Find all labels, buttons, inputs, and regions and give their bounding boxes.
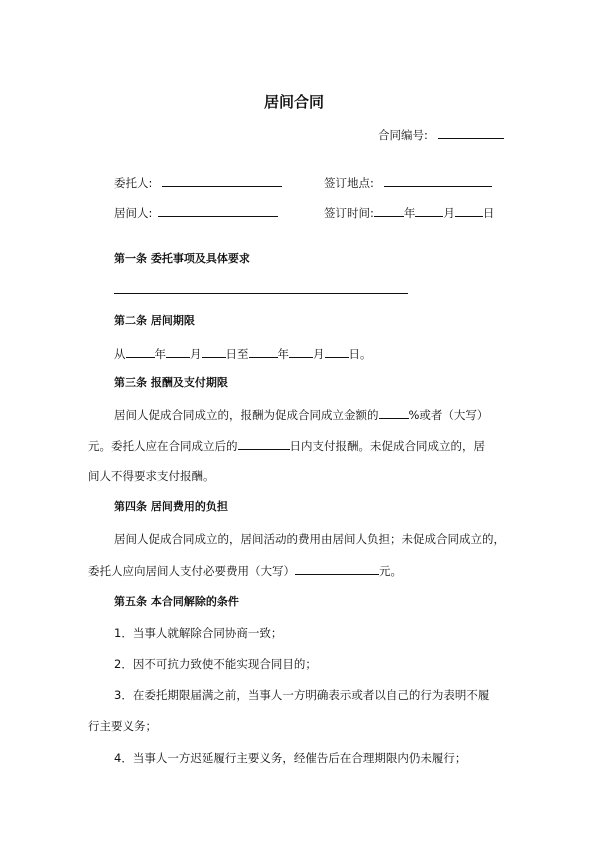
article-3-line-2 [88, 437, 485, 454]
year-label: 年 [403, 206, 416, 220]
sign-year-field[interactable] [374, 204, 404, 217]
start-month-field[interactable] [166, 345, 190, 358]
article-3-text-b: %或者（大写） [408, 408, 489, 422]
article-4-text-a: 委托人应向居间人支付必要费用（大写） [88, 564, 295, 578]
broker-field[interactable] [158, 204, 278, 217]
article-4-line-1: 居间人促成合同成立的，居间活动的费用由居间人负担；未促成合同成立的， [114, 532, 505, 546]
article-1-heading: 第一条 委托事项及具体要求 [114, 252, 250, 265]
month-label: 月 [443, 206, 455, 220]
sign-month-field[interactable] [415, 204, 443, 217]
sign-time-row [324, 204, 494, 221]
client-row [114, 174, 282, 191]
contract-number [378, 126, 504, 143]
article-1-field[interactable] [114, 293, 408, 294]
payment-days-field[interactable] [238, 437, 290, 450]
article-3-line-1 [114, 406, 505, 423]
sign-place-label: 签订地点: [324, 176, 374, 190]
sign-place-row [324, 174, 492, 191]
sign-place-field[interactable] [384, 174, 492, 187]
article-4-text-b: 元。 [379, 564, 402, 578]
article-3-line-3: 间人不得要求支付报酬。 [88, 469, 215, 483]
end-label: 日。 [348, 347, 372, 361]
broker-label: 居间人: [114, 206, 153, 220]
article-2-heading: 第二条 居间期限 [114, 314, 195, 327]
article-5-item-3: 3．在委托期限届满之前，当事人一方明确表示或者以自己的行为表明不履 [114, 688, 490, 702]
month-label: 月 [190, 347, 202, 361]
article-3-text-a: 居间人促成合同成立的，报酬为促成合同成立金额的 [114, 408, 379, 422]
article-5-item-1: 1．当事人就解除合同协商一致； [114, 626, 283, 640]
contract-number-field[interactable] [438, 126, 504, 139]
article-2-term-line [114, 345, 372, 362]
contract-number-label: 合同编号: [378, 128, 428, 142]
document-title: 居间合同 [264, 93, 325, 111]
end-year-field[interactable] [249, 345, 278, 358]
day-label: 日 [482, 206, 495, 220]
broker-row [114, 204, 278, 221]
client-field[interactable] [162, 174, 282, 187]
end-day-field[interactable] [325, 345, 349, 358]
sign-time-label: 签订时间: [324, 206, 374, 220]
from-label: 从 [114, 347, 126, 361]
article-3-heading: 第三条 报酬及支付期限 [114, 376, 228, 389]
month-label: 月 [313, 347, 325, 361]
start-year-field[interactable] [126, 345, 155, 358]
sign-day-field[interactable] [455, 204, 483, 217]
article-4-line-2 [88, 562, 402, 579]
year-label: 年 [154, 347, 166, 361]
rate-field[interactable] [379, 406, 409, 419]
article-5-heading: 第五条 本合同解除的条件 [114, 595, 239, 608]
article-3-text-d: 日内支付报酬。未促成合同成立的，居 [289, 439, 485, 453]
article-3-text-c: 元。委托人应在合同成立后的 [88, 439, 238, 453]
end-month-field[interactable] [289, 345, 313, 358]
expense-amount-field[interactable] [295, 562, 379, 575]
article-5-item-3-cont: 行主要义务； [88, 719, 157, 733]
article-4-heading: 第四条 居间费用的负担 [114, 500, 228, 513]
start-day-field[interactable] [202, 345, 226, 358]
article-5-item-4: 4．当事人一方迟延履行主要义务，经催告后在合理期限内仍未履行； [114, 751, 467, 765]
article-5-item-2: 2．因不可抗力致使不能实现合同目的； [114, 657, 317, 671]
year-label: 年 [277, 347, 289, 361]
to-label: 日至 [225, 347, 249, 361]
client-label: 委托人: [114, 176, 153, 190]
